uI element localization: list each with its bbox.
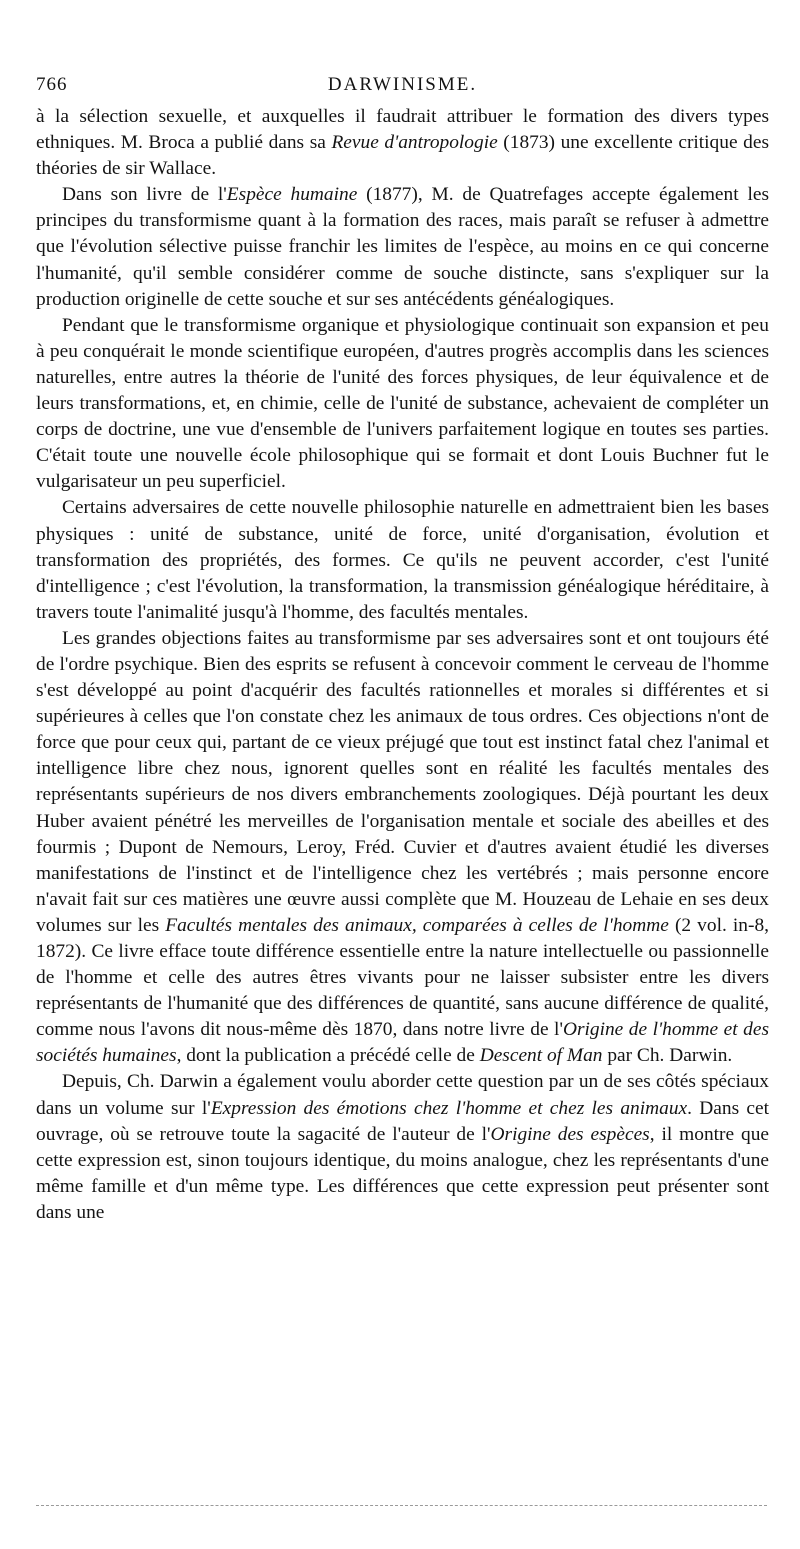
- text-segment: à la sélection sexuelle, et auxquelles il faudrait attribuer le formation des divers types ethniques. M. Broca a publié dans sa: [36, 106, 769, 154]
- page-number: 766: [36, 74, 68, 95]
- paragraph: [36, 626, 769, 1070]
- text-segment: (1877), M. de Quatrefages accepte également les principes du transformisme quant à la formation des races, mais paraît se refuser à admettre que l'évolution sélective puisse franchir les limites de l'espèce, au moins en ce qui concerne l'humanité, qu'il semble considérer comme de souche distincte, sans s'expliquer sur la production originelle de cette souche et sur ses antécédents généalogiques.: [36, 184, 769, 310]
- page: [36, 74, 769, 1226]
- text-segment: Certains adversaires de cette nouvelle philosophie naturelle en admettraient bien les bases physiques : unité de substance, unité de force, unité d'organisation, évolution et transformation des propriétés, des formes. Ce qu'ils ne peuvent accorder, c'est l'unité d'intelligence ; c'est l'évolution, la transformation, la transmission généalogique héréditaire, à travers toute l'animalité jusqu'à l'homme, des facultés mentales.: [36, 497, 769, 623]
- running-header: [36, 74, 769, 104]
- text-segment: , il montre que cette expression est, sinon toujours identique, du moins analogue, chez les représentants d'une même famille et d'un même type. Les différences que cette expression peut présenter sont dans une: [36, 1123, 769, 1223]
- paragraph: [36, 495, 769, 625]
- paragraph: [36, 1069, 769, 1226]
- text-segment: , dont la publication a précédé celle de: [176, 1045, 480, 1067]
- text-segment: Dans son livre de l': [62, 184, 227, 206]
- text-segment: . Dans cet ouvrage, où se retrouve toute la sagacité de l'auteur de l': [36, 1097, 770, 1145]
- text-segment: par Ch. Darwin.: [602, 1045, 733, 1067]
- paragraph: [36, 313, 769, 496]
- italic-title: Descent of Man: [479, 1045, 603, 1067]
- paragraph: [36, 182, 769, 312]
- paragraph: [36, 104, 769, 182]
- text-segment: Depuis, Ch. Darwin a également voulu aborder cette question par un de ses côtés spéciaux dans un volume sur l': [36, 1071, 769, 1119]
- italic-title: Espèce humaine: [226, 184, 358, 206]
- text-segment: Les grandes objections faites au transformisme par ses adversaires sont et ont toujours été de l'ordre psychique. Bien des esprits se refusent à concevoir comment le cerveau de l'homme s'est développé au point d'acquérir des facultés rationnelles et morales si différentes et si supérieures à celles que l'on constate chez les animaux de tous ordres. Ces objections n'ont de force que pour ceux qui, partant de ce vieux préjugé que tout est instinct fatal chez l'animal et intelligence libre chez nous, ignorent quelles sont en réalité les facultés mentales des représentants supérieurs de nos divers embranchements zoologiques. Déjà pourtant les deux Huber avaient pénétré les merveilles de l'organisation mentale et sociale des abeilles et des fourmis ; Dupont de Nemours, Leroy, Fréd. Cuvier et d'autres avaient étudié les diverses manifestations de l'instinct et de l'intelligence chez les vertébrés ; mais personne encore n'avait fait sur ces matières une œuvre aussi complète que M. Houzeau de Lehaie en ses deux volumes sur les: [36, 627, 769, 936]
- text-segment: (2 vol. in-8, 1872). Ce livre efface toute différence essentielle entre la nature intellectuelle ou passionnelle de l'homme et celle des autres êtres vivants pour ne laisser subsister entre les divers représentants de l'humanité que des différences de quantité, sans aucune différence de qualité, comme nous l'avons dit nous-même dès 1870, dans notre livre de l': [36, 914, 769, 1041]
- italic-title: Origine de l'homme et des sociétés humaines: [36, 1019, 769, 1067]
- italic-title: Expression des émotions chez l'homme et chez les animaux: [210, 1097, 688, 1119]
- italic-title: Revue d'antropologie: [331, 132, 498, 154]
- running-title: DARWINISME.: [327, 74, 478, 95]
- italic-title: Origine des espèces: [490, 1123, 650, 1145]
- body-text: [36, 104, 769, 1226]
- italic-title: Facultés mentales des animaux, comparées à celles de l'homme: [165, 914, 669, 936]
- bottom-rule: [36, 1505, 767, 1506]
- text-segment: Pendant que le transformisme organique et physiologique continuait son expansion et peu à peu conquérait le monde scientifique européen, d'autres progrès accomplis dans les sciences naturelles, entre autres la théorie de l'unité des forces physiques, de leur équivalence et de leurs transformations, et, en chimie, celle de l'unité de substance, achevaient de compléter un corps de doctrine, une vue d'ensemble de l'univers parfaitement logique en toutes ses parties. C'était toute une nouvelle école philosophique qui se formait et dont Louis Buchner fut le vulgarisateur un peu superficiel.: [36, 314, 769, 493]
- text-segment: (1873) une excellente critique des théories de sir Wallace.: [36, 132, 769, 180]
